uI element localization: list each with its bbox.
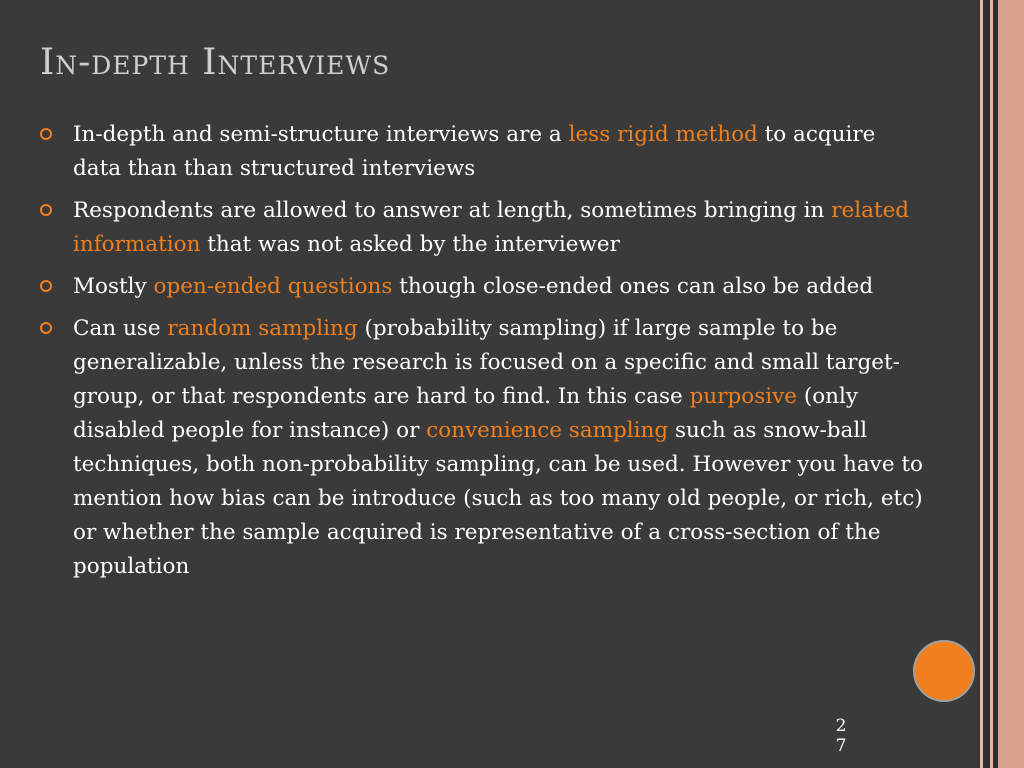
page-number-digit: 7 <box>835 736 847 756</box>
bullet-text: that was not asked by the interviewer <box>200 232 620 257</box>
bullet-text: though close-ended ones can also be added <box>392 274 874 299</box>
bullet-item <box>40 194 925 262</box>
bullet-text: In-depth and semi-structure interviews are a <box>73 122 569 147</box>
highlighted-term: random sampling <box>167 316 358 341</box>
bullet-circle-icon <box>40 280 52 292</box>
page-number-digit: 2 <box>835 716 847 736</box>
stripe <box>998 0 1024 768</box>
highlighted-term: related information <box>73 198 910 257</box>
decorative-stripes <box>980 0 1024 768</box>
bullet-text: Mostly <box>73 274 154 299</box>
bullet-text: Respondents are allowed to answer at length, sometimes bringing in <box>73 198 832 223</box>
bullet-item <box>40 312 925 584</box>
stripe <box>983 0 990 768</box>
bullet-circle-icon <box>40 128 52 140</box>
bullet-text: to acquire data than than structured interviews <box>73 122 876 181</box>
page-number <box>832 716 850 756</box>
bullet-text: (probability sampling) if large sample to be generalizable, unless the research is focused on a specific and small target-group, or that respondents are hard to find. In this case <box>73 316 900 409</box>
highlighted-term: open-ended questions <box>153 274 393 299</box>
highlighted-term: convenience sampling <box>426 418 669 443</box>
bullet-text: such as snow-ball techniques, both non-probability sampling, can be used. However you have to mention how bias can be introduce (such as too many old people, or rich, etc) or whether the sample acquired is representative of a cross-section of the population <box>73 418 923 579</box>
bullet-item <box>40 118 925 186</box>
bullet-list <box>40 118 925 592</box>
bullet-text: Can use <box>73 316 168 341</box>
highlighted-term: less rigid method <box>568 122 758 147</box>
bullet-circle-icon <box>40 204 52 216</box>
bullet-item <box>40 270 925 304</box>
bullet-circle-icon <box>40 322 52 334</box>
bullet-text: (only disabled people for instance) or <box>73 384 859 443</box>
decorative-orange-circle <box>913 640 975 702</box>
slide-title: In-depth Interviews <box>40 42 391 83</box>
highlighted-term: purposive <box>689 384 797 409</box>
